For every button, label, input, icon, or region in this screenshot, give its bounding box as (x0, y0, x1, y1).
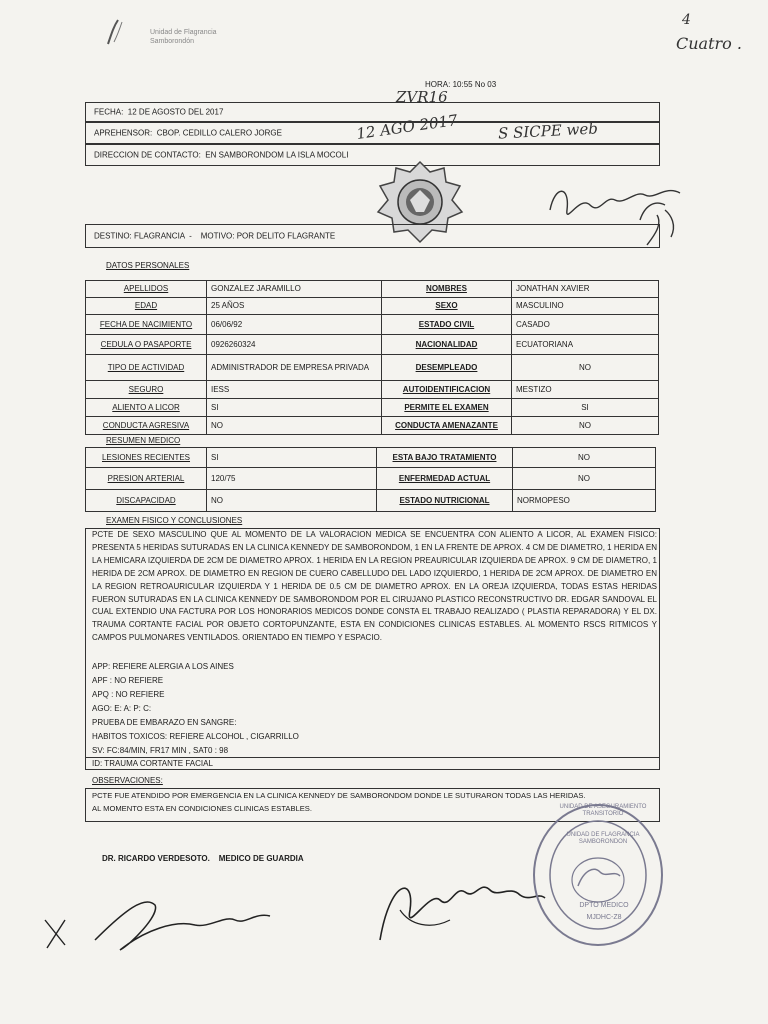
medical-stamp-icon (528, 800, 668, 950)
datos-personales-value-b: SI (512, 399, 659, 417)
resumen-medico-value-a: 120/75 (207, 468, 377, 490)
datos-personales-value-b: NO (512, 355, 659, 381)
diagnostico-line: ID: TRAUMA CORTANTE FACIAL (92, 759, 213, 768)
resumen-medico-label-b: ENFERMEDAD ACTUAL (377, 468, 513, 490)
app-line: APP: REFIERE ALERGIA A LOS AINES (92, 662, 234, 671)
datos-personales-row (86, 315, 659, 335)
handwritten-hora-note: ZVR16 (396, 88, 448, 106)
resumen-medico-value-b: NO (513, 448, 656, 468)
stamp-center-text: DPTO MEDICO (579, 902, 629, 909)
handwritten-side-note: S SICPE web (497, 119, 599, 143)
left-signature-icon (35, 890, 285, 960)
embarazo-line: PRUEBA DE EMBARAZO EN SANGRE: (92, 718, 237, 727)
datos-personales-title: DATOS PERSONALES (106, 261, 190, 270)
resumen-medico-title: RESUMEN MEDICO (106, 436, 181, 445)
datos-personales-row (86, 355, 659, 381)
aprehensor-row: APREHENSOR: CBOP. CEDILLO CALERO JORGE (85, 122, 660, 144)
fecha-row: FECHA: 12 DE AGOSTO DEL 2017 (85, 102, 660, 122)
examen-title: EXAMEN FISICO Y CONCLUSIONES (106, 516, 243, 525)
datos-personales-value-a: 06/06/92 (207, 315, 382, 335)
resumen-medico-label-b: ESTA BAJO TRATAMIENTO (377, 448, 513, 468)
datos-personales-label-b: NACIONALIDAD (382, 335, 512, 355)
datos-personales-value-b: NO (512, 417, 659, 435)
datos-personales-value-a: 0926260324 (207, 335, 382, 355)
datos-personales-value-b: MASCULINO (512, 298, 659, 315)
resumen-medico-label-a: DISCAPACIDAD (86, 490, 207, 512)
observaciones-title: OBSERVACIONES: (92, 776, 163, 785)
handwritten-page-word: Cuatro . (676, 34, 742, 53)
datos-personales-value-a: NO (207, 417, 382, 435)
datos-personales-label-b: AUTOIDENTIFICACION (382, 381, 512, 399)
datos-personales-label-b: ESTADO CIVIL (382, 315, 512, 335)
resumen-medico-row (86, 468, 656, 490)
ago-line: AGO: E: A: P: C: (92, 704, 152, 713)
resumen-medico-value-b: NORMOPESO (513, 490, 656, 512)
stamp-inner-text: UNIDAD DE FLAGRANCIA SAMBORONDON (566, 832, 640, 845)
examen-paragraph: PCTE DE SEXO MASCULINO QUE AL MOMENTO DE LA VALORACION MEDICA SE ENCUENTRA CON ALIENTO A LICOR, AL EXAMEN FISICO: PRESENTA 5 HERIDAS SUTURADAS EN LA CLINICA KENNEDY DE SAMBORONDOM, 1 EN LA FRENTE DE APROX. 4 CM DE DIAMETRO, 1 HERIDA EN LA HEMICARA IZQUIERDA DE 2CM DE DIAMETRO APROX. 1 HERIDA EN LA REGION PREAURICULAR IZQUIERDA DE APROX. 9 CM DE DIAMETRO, 1 HERIDA DE 2CM APROX. DE DIAMETRO EN REGION DE CUERO CABELLUDO DEL LADO IZQUIERDO, 1 HERIDA DE 2CM APROX. DE DIAMETRO EN LA REGION RETROAURICULAR IZQUIERDA Y 1 HERIDA DE 0.5 CM DE DIAMETRO APROX. EN LA OREJA IZQUIERDA, TODAS ESTAS HERIDAS FUERON SUTURADAS EN LA CLINICA KENNEDY DE SAMBORONDOM POR EL CIRUJANO PLASTICO RECONSTRUCTIVO DR. EDGAR SANDOVAL EL CUAL EXTENDIO UNA FACTURA POR LOS HONORARIOS MEDICOS DONDE CONSTA EL TRABAJO REALIZADO ( PLASTIA REPARADORA) Y EL DX. TRAUMA CORTANTE FACIAL POR OBJETO CORTOPUNZANTE, ESTA EN CONDICIONES CLINICAS ESTABLES. AL MOMENTO RSCS RITMICOS Y CAMPOS PULMONARES VENTILADOS. ORIENTADO EN TIEMPO Y ESPACIO. (92, 530, 657, 643)
datos-personales-label-a: FECHA DE NACIMIENTO (86, 315, 207, 335)
apf-line: APF : NO REFIERE (92, 676, 164, 685)
resumen-medico-row (86, 490, 656, 512)
hora-line: HORA: 10:55 No 03 (425, 80, 497, 89)
handwritten-page-number: 4 (682, 12, 691, 28)
datos-personales-value-a: IESS (207, 381, 382, 399)
datos-personales-value-a: GONZALEZ JARAMILLO (207, 281, 382, 298)
habitos-line: HABITOS TOXICOS: REFIERE ALCOHOL , CIGARRILLO (92, 732, 299, 741)
datos-personales-label-a: CONDUCTA AGRESIVA (86, 417, 207, 435)
divider (85, 757, 660, 758)
datos-personales-value-b: CASADO (512, 315, 659, 335)
resumen-medico-value-a: SI (207, 448, 377, 468)
datos-personales-value-a: SI (207, 399, 382, 417)
datos-personales-row (86, 335, 659, 355)
datos-personales-row (86, 417, 659, 435)
datos-personales-label-a: TIPO DE ACTIVIDAD (86, 355, 207, 381)
resumen-medico-value-a: NO (207, 490, 377, 512)
datos-personales-table (85, 280, 659, 435)
datos-personales-value-b: JONATHAN XAVIER (512, 281, 659, 298)
datos-personales-row (86, 399, 659, 417)
institution-logo-icon (100, 18, 130, 48)
stamp-bottom-text: MJDHC-Z8 (586, 914, 622, 921)
datos-personales-row (86, 281, 659, 298)
resumen-medico-value-b: NO (513, 468, 656, 490)
datos-personales-label-a: EDAD (86, 298, 207, 315)
resumen-medico-table (85, 447, 656, 512)
datos-personales-value-a: ADMINISTRADOR DE EMPRESA PRIVADA (207, 355, 382, 381)
datos-personales-row (86, 298, 659, 315)
datos-personales-label-b: PERMITE EL EXAMEN (382, 399, 512, 417)
datos-personales-label-b: CONDUCTA AMENAZANTE (382, 417, 512, 435)
resumen-medico-row (86, 448, 656, 468)
datos-personales-label-b: DESEMPLEADO (382, 355, 512, 381)
datos-personales-label-a: SEGURO (86, 381, 207, 399)
datos-personales-label-b: NOMBRES (382, 281, 512, 298)
direccion-row: DIRECCION DE CONTACTO: EN SAMBORONDOM LA ISLA MOCOLI (85, 144, 660, 166)
observaciones-line-1: PCTE FUE ATENDIDO POR EMERGENCIA EN LA CLINICA KENNEDY DE SAMBORONDOM DONDE LE SUTURARON TODAS LAS HERIDAS. (92, 791, 586, 800)
signos-vitales-line: SV: FC:84/MIN, FR17 MIN , SAT0 : 98 (92, 746, 229, 755)
datos-personales-label-a: CEDULA O PASAPORTE (86, 335, 207, 355)
destino-row: DESTINO: FLAGRANCIA - MOTIVO: POR DELITO FLAGRANTE (85, 224, 660, 248)
datos-personales-value-b: ECUATORIANA (512, 335, 659, 355)
doctor-signature-line: DR. RICARDO VERDESOTO. MEDICO DE GUARDIA (102, 854, 304, 863)
apq-line: APQ : NO REFIERE (92, 690, 165, 699)
center-signature-icon (370, 870, 550, 955)
resumen-medico-label-a: LESIONES RECIENTES (86, 448, 207, 468)
fecha-stamp: 12 AGO 2017 (355, 110, 459, 144)
datos-personales-label-b: SEXO (382, 298, 512, 315)
institution-name: Unidad de Flagrancia Samborondón (150, 29, 217, 45)
stamp-outer-text: UNIDAD DE ASEGURAMIENTO TRANSITORIO (559, 804, 647, 817)
datos-personales-row (86, 381, 659, 399)
observaciones-line-2: AL MOMENTO ESTA EN CONDICIONES CLINICAS ESTABLES. (92, 804, 312, 813)
datos-personales-value-a: 25 AÑOS (207, 298, 382, 315)
resumen-medico-label-b: ESTADO NUTRICIONAL (377, 490, 513, 512)
datos-personales-label-a: APELLIDOS (86, 281, 207, 298)
resumen-medico-label-a: PRESION ARTERIAL (86, 468, 207, 490)
datos-personales-label-a: ALIENTO A LICOR (86, 399, 207, 417)
datos-personales-value-b: MESTIZO (512, 381, 659, 399)
